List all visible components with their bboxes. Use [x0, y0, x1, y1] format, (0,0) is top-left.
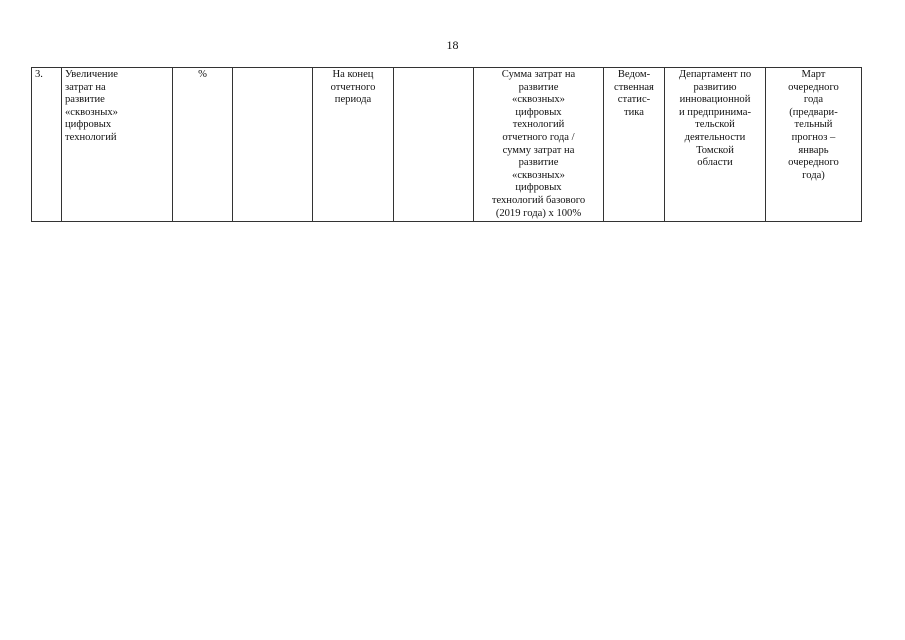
data-source: Ведом- ственная статис- тика — [614, 69, 654, 118]
page-number: 18 — [446, 38, 459, 52]
period-cell — [313, 68, 394, 222]
indicator-name-cell — [62, 68, 173, 222]
table-row — [32, 68, 862, 222]
indicator-table — [31, 67, 862, 222]
empty-cell-6 — [394, 68, 474, 222]
unit-cell — [173, 68, 233, 222]
formula-cell — [474, 68, 604, 222]
calculation-formula: Сумма затрат на развитие «сквозных» цифровых технологий отчетного года / сумму затрат на развитие «сквозных» цифровых технологий базового (2019 года) х 100% — [491, 69, 586, 219]
responsible-department: Департамент по развитию инновационной и предпринима- тельской деятельности Томской области — [678, 69, 752, 169]
unit-of-measure: % — [198, 69, 207, 80]
row-index: 3. — [35, 69, 43, 80]
indicator-name: Увеличение затрат на развитие «сквозных» цифровых технологий — [65, 69, 118, 143]
responsible-cell — [665, 68, 766, 222]
row-index-cell — [32, 68, 62, 222]
source-cell — [604, 68, 665, 222]
empty-cell-4 — [233, 68, 313, 222]
deadline-cell — [766, 68, 862, 222]
measurement-period: На конец отчетного периода — [330, 69, 376, 106]
reporting-deadline: Март очередного года (предвари- тельный прогноз – январь очередного года) — [788, 69, 839, 181]
